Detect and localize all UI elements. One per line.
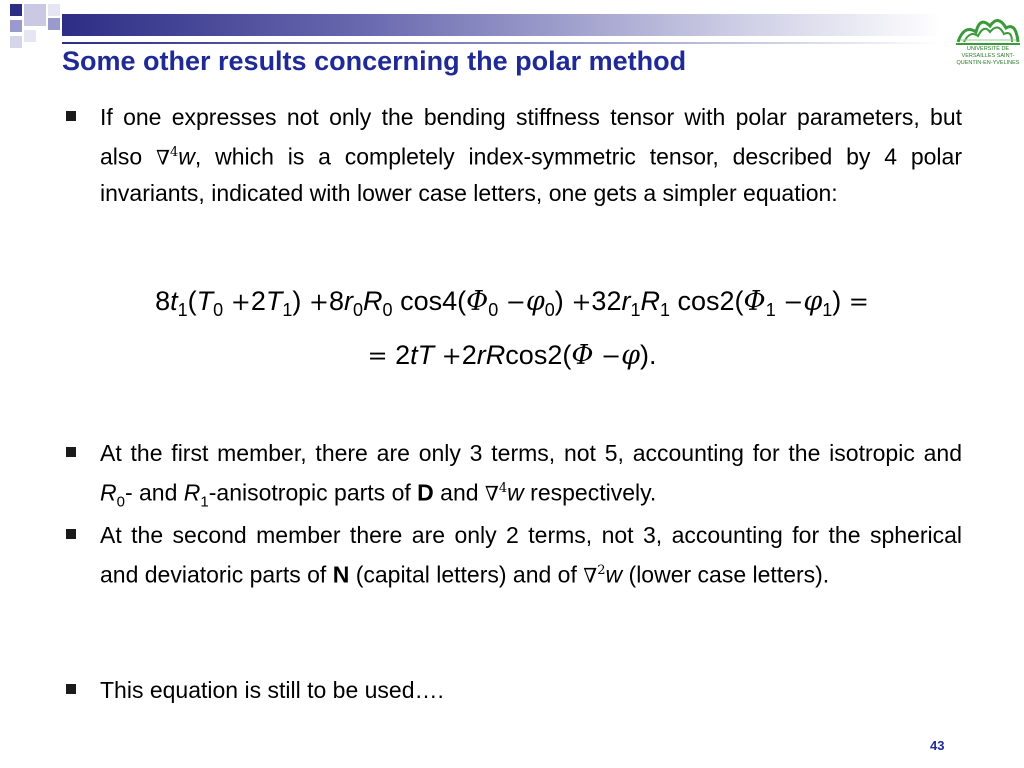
- bullet-text: If one expresses not only the bending stiffness tensor with polar parameters, but also ∇$^4$w, which is a completely index-symmetric tensor, described by 4 polar invariants, indicated with lower case letters, one gets a simpler equation:: [100, 104, 962, 206]
- deco-square-5: [48, 18, 60, 30]
- header-gradient-bar: [62, 14, 942, 36]
- equation-line-1: $8t_1(T_0 +2T_1) +8r_0R_0$ $\cos 4(\Phi_0 -\varphi_0) +32r_1R_1$ $\cos 2(\Phi_1 -\varphi_1)$ =: [155, 286, 869, 320]
- deco-square-1: [10, 4, 22, 16]
- bullet-item-2: [62, 436, 962, 519]
- slide-title: Some other results concerning the polar method: [62, 46, 687, 76]
- bullet-square-icon: [66, 529, 76, 539]
- bullet-square-icon: [66, 111, 76, 121]
- bullet-item-4: [62, 673, 962, 708]
- equation-line-2: = 2tT +2rRcos2(Φ −φ).: [367, 340, 657, 371]
- page-number: 43: [930, 738, 945, 753]
- bullet-item-1: [62, 100, 962, 211]
- deco-square-4: [10, 20, 22, 32]
- university-logo-text: UNIVERSITÉ DE VERSAILLES SAINT-QUENTIN-EN-YVELINES: [956, 46, 1020, 66]
- deco-square-3: [48, 4, 60, 16]
- header-divider: [62, 42, 942, 44]
- bullet-item-3: [62, 518, 962, 594]
- bullet-square-icon: [66, 684, 76, 694]
- bullet-text: At the second member there are only 2 terms, not 3, accounting for the spherical and deviatoric parts of N (capital letters) and of ∇$^2$w (lower case letters).: [100, 522, 962, 588]
- bullet-text: This equation is still to be used….: [100, 677, 444, 703]
- deco-square-7: [10, 36, 22, 48]
- deco-square-6: [24, 30, 36, 42]
- bullet-square-icon: [66, 447, 76, 457]
- bullet-text: At the first member, there are only 3 terms, not 5, accounting for the isotropic and $R_0-$ and $R_1$-anisotropic parts of D and ∇$^4$w respectively.: [100, 440, 962, 511]
- deco-square-2: [24, 4, 46, 26]
